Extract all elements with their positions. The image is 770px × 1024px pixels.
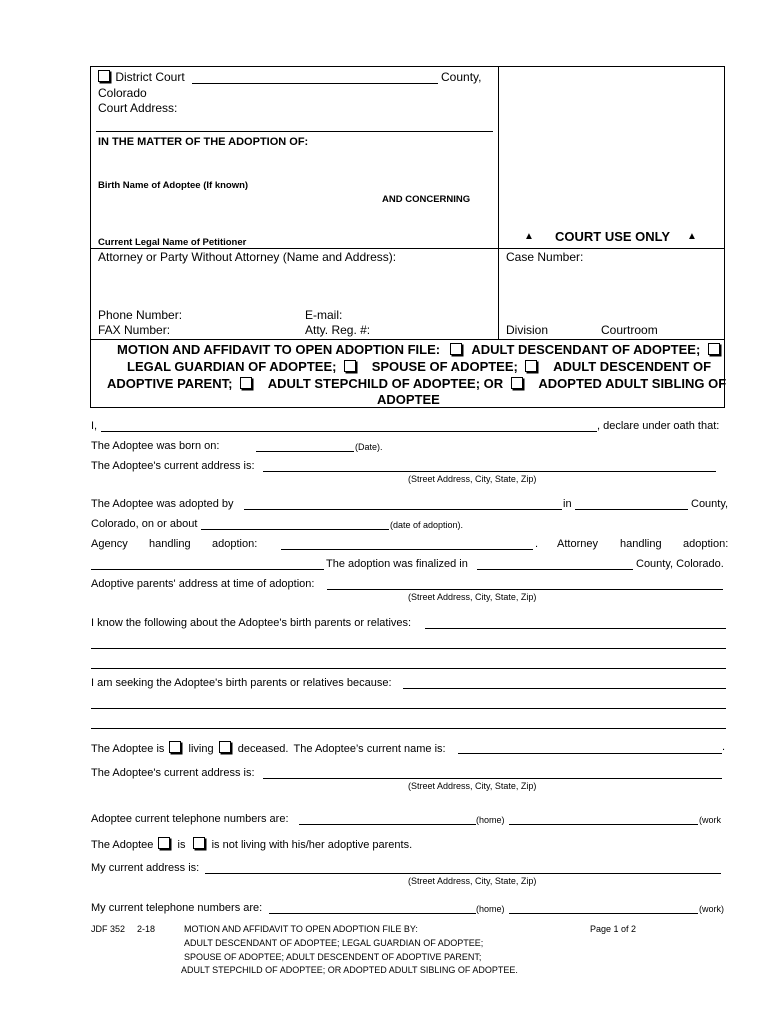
title-adult-descendant: ADULT DESCENDANT OF ADOPTEE; xyxy=(471,342,701,357)
in-matter-heading: IN THE MATTER OF THE ADOPTION OF: xyxy=(98,136,309,148)
legal-guardian-checkbox[interactable] xyxy=(708,343,720,355)
work-hint: (work xyxy=(699,815,721,825)
my-work-phone-field[interactable] xyxy=(509,913,698,914)
seeking-line-2[interactable] xyxy=(91,708,726,709)
form-id: JDF 352 xyxy=(91,924,126,934)
adoption-county-field[interactable] xyxy=(575,509,688,510)
adoptee-home-phone-field[interactable] xyxy=(299,824,476,825)
agency-label-3: adoption: xyxy=(212,538,258,550)
fax-label: FAX Number: xyxy=(98,323,171,337)
born-on-label: The Adoptee was born on: xyxy=(91,440,220,452)
finalized-in-label: The adoption was finalized in xyxy=(326,558,468,570)
title-legal-guardian: LEGAL GUARDIAN OF ADOPTEE; xyxy=(127,359,337,374)
arrow-up-icon: ▲ xyxy=(687,231,697,242)
current-address-label: The Adoptee's current address is: xyxy=(91,767,255,779)
attorney-label: Attorney or Party Without Attorney (Name and Address): xyxy=(98,250,397,264)
attorney-label-1: Attorney xyxy=(557,538,598,550)
adoptee-work-phone-field[interactable] xyxy=(509,824,698,825)
adoption-date-field[interactable] xyxy=(201,529,389,530)
district-court-label: District Court xyxy=(115,70,185,84)
adult-stepchild-checkbox[interactable] xyxy=(240,377,252,389)
adopted-by-label: The Adoptee was adopted by xyxy=(91,498,234,510)
colorado-label: Colorado xyxy=(98,86,147,100)
home-hint: (home) xyxy=(476,815,505,825)
agency-period: . xyxy=(535,538,539,550)
title-adult-descendent-of: ADULT DESCENDENT OF xyxy=(553,359,712,374)
and-concerning-label: AND CONCERNING xyxy=(382,194,471,205)
colorado-on-label: Colorado, on or about xyxy=(91,518,198,530)
street-hint: (Street Address, City, State, Zip) xyxy=(408,592,537,602)
current-legal-name-label: Current Legal Name of Petitioner xyxy=(98,237,247,248)
caption-divider-vertical xyxy=(498,66,499,339)
the-adoptee-label: The Adoptee xyxy=(91,839,154,851)
declare-label: , declare under oath that: xyxy=(597,420,720,432)
adoptee-current-address-field[interactable] xyxy=(263,778,722,779)
footer-line-3: SPOUSE OF ADOPTEE; ADULT DESCENDENT OF ADOPTIVE PARENT; xyxy=(184,952,482,962)
caption-divider-title xyxy=(90,339,725,340)
adoptee-address-field[interactable] xyxy=(263,471,716,472)
title-line-3 xyxy=(107,376,726,391)
phone-label: Phone Number: xyxy=(98,308,183,322)
living-with-parents-row xyxy=(91,837,412,851)
title-adult-stepchild: ADULT STEPCHILD OF ADOPTEE; OR xyxy=(267,376,504,391)
parents-address-label: Adoptive parents' address at time of adoption: xyxy=(91,578,315,590)
seeking-field[interactable] xyxy=(403,688,726,689)
not-living-label: is not living with his/her adoptive parents. xyxy=(211,839,413,851)
attorney-label-2: handling xyxy=(620,538,662,550)
title-adopted-sibling: ADOPTED ADULT SIBLING OF xyxy=(538,376,727,391)
adult-descendant-checkbox[interactable] xyxy=(450,343,462,355)
living-checkbox[interactable] xyxy=(169,741,181,753)
living-label: living xyxy=(188,743,214,755)
know-following-line-2[interactable] xyxy=(91,648,726,649)
court-use-only-label: COURT USE ONLY xyxy=(555,229,671,244)
title-spouse: SPOUSE OF ADOPTEE; xyxy=(371,359,518,374)
case-number-label: Case Number: xyxy=(506,250,584,264)
caption-divider-court-use xyxy=(90,248,725,249)
my-address-label: My current address is: xyxy=(91,862,200,874)
arrow-up-icon: ▲ xyxy=(524,231,534,242)
seeking-line-3[interactable] xyxy=(91,728,726,729)
current-address-label: The Adoptee's current address is: xyxy=(91,460,255,472)
adopted-sibling-checkbox[interactable] xyxy=(511,377,523,389)
county-label: County, xyxy=(691,498,729,510)
title-motion-text: MOTION AND AFFIDAVIT TO OPEN ADOPTION FILE: xyxy=(117,342,441,357)
birth-name-label: Birth Name of Adoptee (If known) xyxy=(98,180,249,191)
current-name-field[interactable] xyxy=(458,753,722,754)
title-adoptive-parent: ADOPTIVE PARENT; xyxy=(107,376,233,391)
know-following-field[interactable] xyxy=(425,628,726,629)
finalized-county-field[interactable] xyxy=(477,569,633,570)
court-address-field[interactable] xyxy=(96,131,493,132)
county-label: County, xyxy=(441,70,482,84)
phone-numbers-label: Adoptee current telephone numbers are: xyxy=(91,813,289,825)
district-court-checkbox[interactable] xyxy=(98,70,110,82)
my-address-field[interactable] xyxy=(205,873,721,874)
spouse-checkbox[interactable] xyxy=(344,360,356,372)
home-hint: (home) xyxy=(476,904,505,914)
attorney-field[interactable] xyxy=(91,569,324,570)
i-label: I, xyxy=(91,420,98,432)
date-of-adoption-hint: (date of adoption). xyxy=(390,520,464,530)
division-label: Division xyxy=(506,323,549,337)
parents-address-field[interactable] xyxy=(327,589,723,590)
current-name-period: . xyxy=(722,741,726,753)
seeking-label: I am seeking the Adoptee's birth parents or relatives because: xyxy=(91,677,392,689)
date-hint: (Date). xyxy=(355,442,383,452)
adult-descendent-parent-checkbox[interactable] xyxy=(525,360,537,372)
street-hint: (Street Address, City, State, Zip) xyxy=(408,876,537,886)
agency-field[interactable] xyxy=(281,549,533,550)
email-label: E-mail: xyxy=(305,308,343,322)
current-name-label: The Adoptee’s current name is: xyxy=(293,743,446,755)
deceased-checkbox[interactable] xyxy=(219,741,231,753)
attorney-label-3: adoption: xyxy=(683,538,729,550)
title-line-1 xyxy=(117,342,722,357)
county-colorado-label: County, Colorado. xyxy=(636,558,724,570)
footer-line-4: ADULT STEPCHILD OF ADOPTEE; OR ADOPTED ADULT SIBLING OF ADOPTEE. xyxy=(181,965,518,975)
my-home-phone-field[interactable] xyxy=(269,913,476,914)
district-court-row xyxy=(98,70,185,84)
is-not-living-checkbox[interactable] xyxy=(193,837,205,849)
county-name-field[interactable] xyxy=(192,83,438,84)
deceased-label: deceased. xyxy=(237,743,289,755)
affiant-name-field[interactable] xyxy=(101,431,597,432)
adoptee-is-label: The Adoptee is xyxy=(91,743,165,755)
courtroom-label: Courtroom xyxy=(601,323,658,337)
title-line-4: ADOPTEE xyxy=(377,392,440,407)
is-label: is xyxy=(177,839,186,851)
my-phone-label: My current telephone numbers are: xyxy=(91,902,263,914)
know-following-label: I know the following about the Adoptee's birth parents or relatives: xyxy=(91,617,412,629)
adoptee-status-row xyxy=(91,741,446,755)
court-address-label: Court Address: xyxy=(98,101,178,115)
birth-date-field[interactable] xyxy=(256,451,354,452)
agency-label-2: handling xyxy=(149,538,191,550)
work-hint: (work) xyxy=(699,904,724,914)
street-hint: (Street Address, City, State, Zip) xyxy=(408,474,537,484)
page-number: Page 1 of 2 xyxy=(590,924,637,934)
atty-reg-label: Atty. Reg. #: xyxy=(305,323,371,337)
footer-line-2: ADULT DESCENDANT OF ADOPTEE; LEGAL GUARDIAN OF ADOPTEE; xyxy=(184,938,484,948)
know-following-line-3[interactable] xyxy=(91,668,726,669)
agency-label-1: Agency xyxy=(91,538,128,550)
is-living-checkbox[interactable] xyxy=(158,837,170,849)
street-hint: (Street Address, City, State, Zip) xyxy=(408,781,537,791)
form-revision: 2-18 xyxy=(137,924,156,934)
adopted-by-field[interactable] xyxy=(244,509,562,510)
footer-line-1: MOTION AND AFFIDAVIT TO OPEN ADOPTION FILE BY: xyxy=(184,924,418,934)
title-line-2 xyxy=(127,359,711,374)
in-label: in xyxy=(563,498,572,510)
